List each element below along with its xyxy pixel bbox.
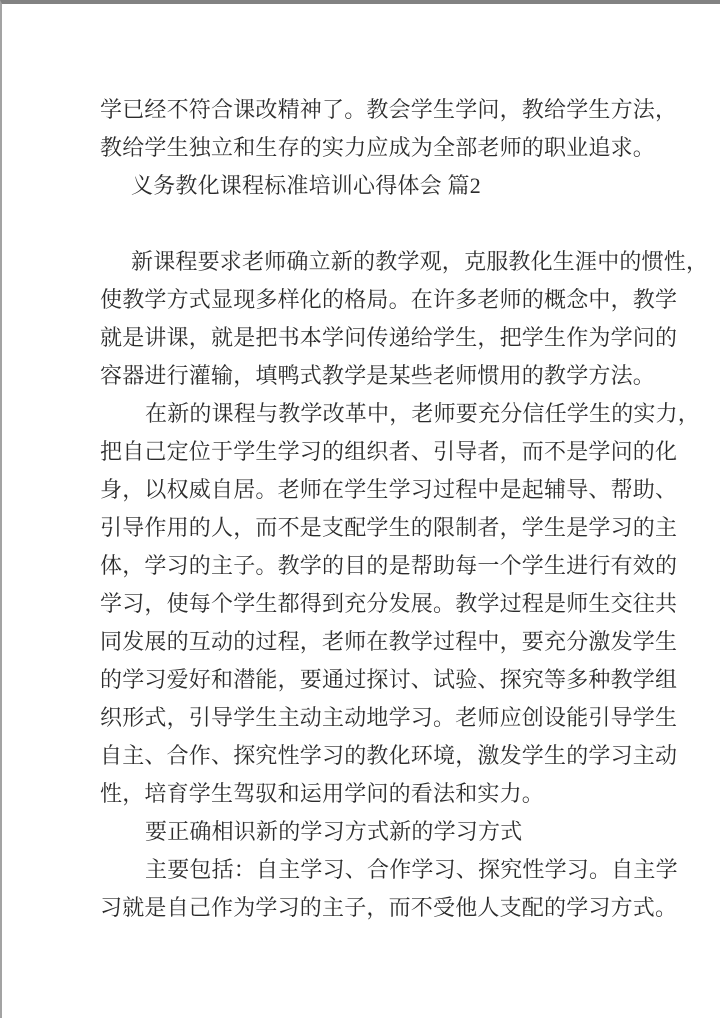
text-line: 义务教化课程标准培训心得体会 篇2	[131, 173, 481, 198]
text-line: 在新的课程与教学改革中，老师要充分信任学生的实力，	[145, 401, 701, 426]
text-line: 学习，使每个学生都得到充分发展。教学过程是师生交往共	[100, 591, 678, 616]
text-line: 就是讲课，就是把书本学问传递给学生，把学生作为学问的	[100, 325, 678, 350]
text-line: 容器进行灌输，填鸭式教学是某些老师惯用的教学方法。	[100, 363, 656, 388]
text-line: 教给学生独立和生存的实力应成为全部老师的职业追求。	[100, 135, 656, 160]
text-line: 要正确相识新的学习方式新的学习方式	[145, 819, 523, 844]
text-line: 同发展的互动的过程，老师在教学过程中，要充分激发学生	[100, 629, 678, 654]
document-body	[100, 91, 709, 927]
text-line: 学已经不符合课改精神了。教会学生学问，教给学生方法，	[100, 97, 678, 122]
text-line: 的学习爱好和潜能，要通过探讨、试验、探究等多种教学组	[100, 667, 678, 692]
text-line: 织形式，引导学生主动主动地学习。老师应创设能引导学生	[100, 705, 678, 730]
text-line: 新课程要求老师确立新的教学观，克服教化生涯中的惯性，	[131, 249, 709, 274]
blank-line	[100, 205, 706, 243]
text-line: 自主、合作、探究性学习的教化环境，激发学生的学习主动	[100, 743, 678, 768]
text-line: 使教学方式显现多样化的格局。在许多老师的概念中，教学	[100, 287, 678, 312]
text-line: 性，培育学生驾驭和运用学问的看法和实力。	[100, 781, 545, 806]
text-line: 身，以权威自居。老师在学生学习过程中是起辅导、帮助、	[100, 477, 678, 502]
text-line: 引导作用的人，而不是支配学生的限制者，学生是学习的主	[100, 515, 678, 540]
text-line: 体，学习的主子。教学的目的是帮助每一个学生进行有效的	[100, 553, 678, 578]
text-line: 主要包括：自主学习、合作学习、探究性学习。自主学	[145, 857, 678, 882]
text-line: 习就是自己作为学习的主子，而不受他人支配的学习方式。	[100, 895, 678, 920]
text-line: 把自己定位于学生学习的组织者、引导者，而不是学问的化	[100, 439, 678, 464]
